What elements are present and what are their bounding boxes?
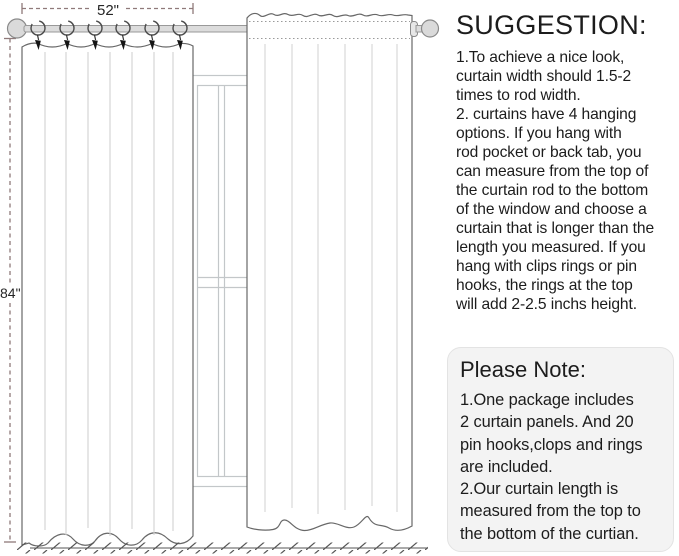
text-line: 1.One package includes [460, 391, 634, 409]
text-line: hang with clips rings or pin [456, 258, 637, 275]
text-line: pin hooks,clops and rings [460, 435, 643, 454]
text-line: 2. curtains have 4 hanging [456, 106, 637, 123]
suggestion-section [456, 10, 679, 314]
text-line: 2 curtain panels. And 20 [460, 413, 634, 432]
width-dimension-label: 52" [96, 2, 120, 19]
suggestion-heading: SUGGESTION: [456, 10, 647, 40]
text-line: rod pocket or back tab, you [456, 144, 642, 161]
rod-finial-right [411, 20, 439, 37]
text-line: length you measured. If you [456, 239, 646, 256]
floor-line [14, 543, 428, 554]
text-line: curtain width should 1.5-2 [456, 68, 632, 85]
text-line: will add 2-2.5 inchs height. [456, 296, 637, 313]
text-line: are included. [460, 457, 553, 476]
text-line: the curtain rod to the bottom [456, 182, 649, 199]
suggestion-text [456, 48, 679, 314]
text-line: hooks, the rings at the top [456, 277, 633, 294]
text-line: options. If you hang with [456, 125, 622, 142]
right-curtain-panel [247, 13, 412, 530]
note-text [460, 389, 673, 545]
text-line: can measure from the top of [456, 163, 649, 180]
please-note-box [447, 347, 674, 552]
text-line: curtain that is longer than the [456, 220, 655, 237]
text-line: measured from the top to [460, 502, 641, 521]
text-line: of the window and choose a [456, 201, 647, 218]
left-curtain-panel [22, 43, 193, 546]
text-line: times to rod width. [456, 87, 581, 104]
text-line: the bottom of the curtian. [460, 524, 639, 543]
text-line: 1.To achieve a nice look, [456, 49, 625, 66]
height-dimension-label: 84" [0, 285, 21, 301]
note-heading: Please Note: [460, 357, 586, 382]
text-line: 2.Our curtain length is [460, 480, 619, 499]
